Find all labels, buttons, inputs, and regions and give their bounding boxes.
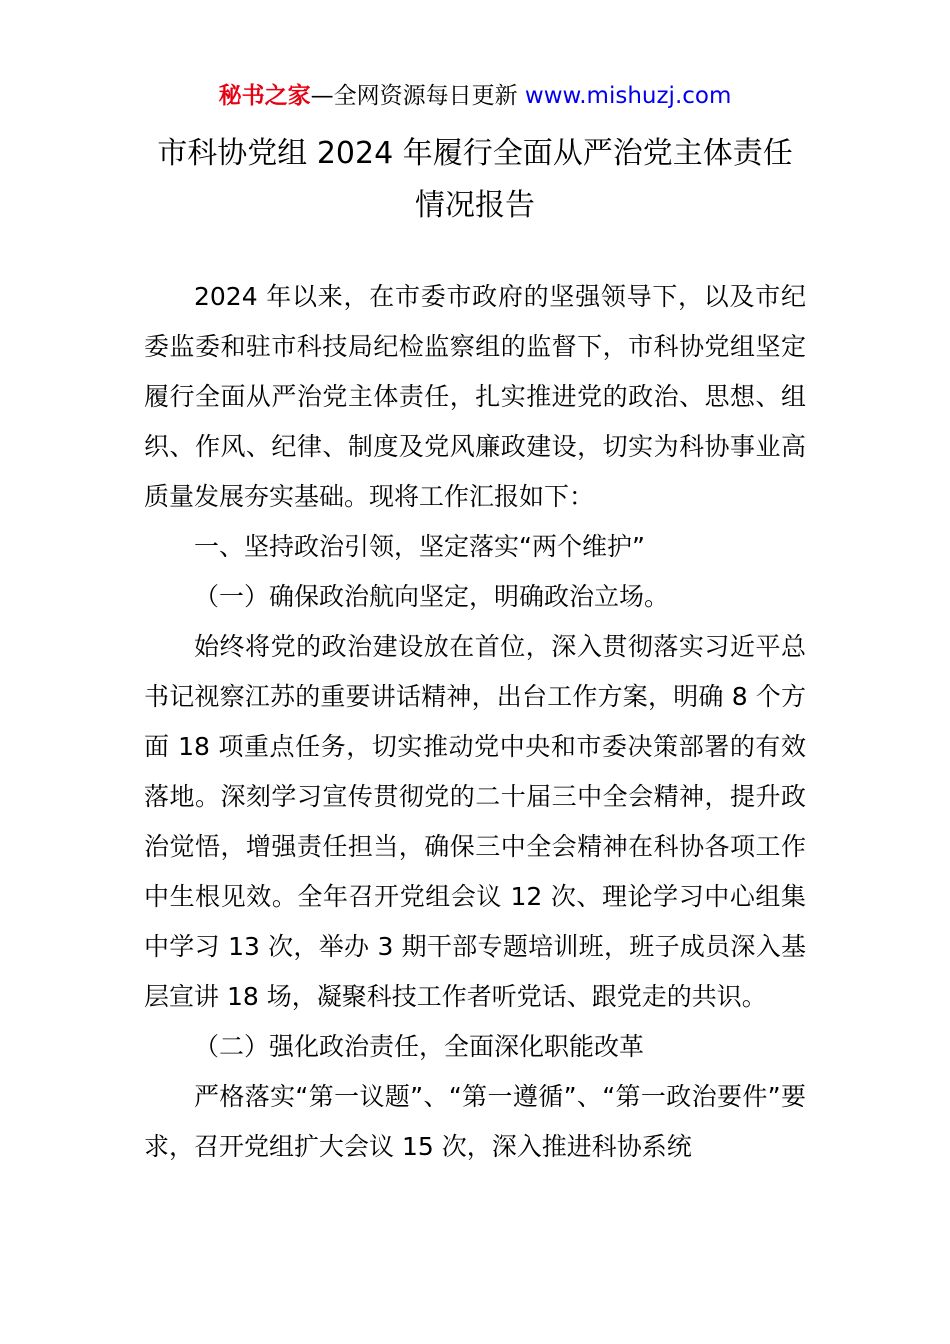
header-tagline: —全网资源每日更新 xyxy=(310,83,525,109)
subsection-heading-2: （二）强化政治责任，全面深化职能改革 xyxy=(194,1032,645,1061)
body-paragraph-2: 严格落实“第一议题”、“第一遵循”、“第一政治要件”要求，召开党组扩大会议 15 次，深入推进科协系统 xyxy=(144,1082,806,1161)
document-title-line-2: 情况报告 xyxy=(415,188,535,223)
intro-paragraph: 2024 年以来，在市委市政府的坚强领导下，以及市纪委监委和驻市科技局纪检监察组的监督下，市科协党组坚定履行全面从严治党主体责任，扎实推进党的政治、思想、组织、作风、纪律、制度及党风廉政建设，切实为科协事业高质量发展夯实基础。现将工作汇报如下： xyxy=(144,282,806,511)
subsection-heading-1: （一）确保政治航向坚定，明确政治立场。 xyxy=(194,582,670,611)
brand-name: 秘书之家 xyxy=(218,83,311,109)
document-title xyxy=(0,128,950,232)
document-title-line-1: 市科协党组 2024 年履行全面从严治党主体责任 xyxy=(157,136,793,171)
site-header xyxy=(0,80,950,112)
site-url-link[interactable]: www.mishuzj.com xyxy=(524,83,732,109)
body-paragraph-1: 始终将党的政治建设放在首位，深入贯彻落实习近平总书记视察江苏的重要讲话精神，出台工作方案，明确 8 个方面 18 项重点任务，切实推动党中央和市委决策部署的有效落地。深刻学习宣传贯彻党的二十届三中全会精神，提升政治觉悟，增强责任担当，确保三中全会精神在科协各项工作中生根见效。全年召开党组会议 12 次、理论学习中心组集中学习 13 次，举办 3 期干部专题培训班，班子成员深入基层宣讲 18 场，凝聚科技工作者听党话、跟党走的共识。 xyxy=(144,632,806,1011)
document-body xyxy=(144,272,806,1172)
section-heading-1: 一、坚持政治引领，坚定落实“两个维护” xyxy=(194,532,645,561)
